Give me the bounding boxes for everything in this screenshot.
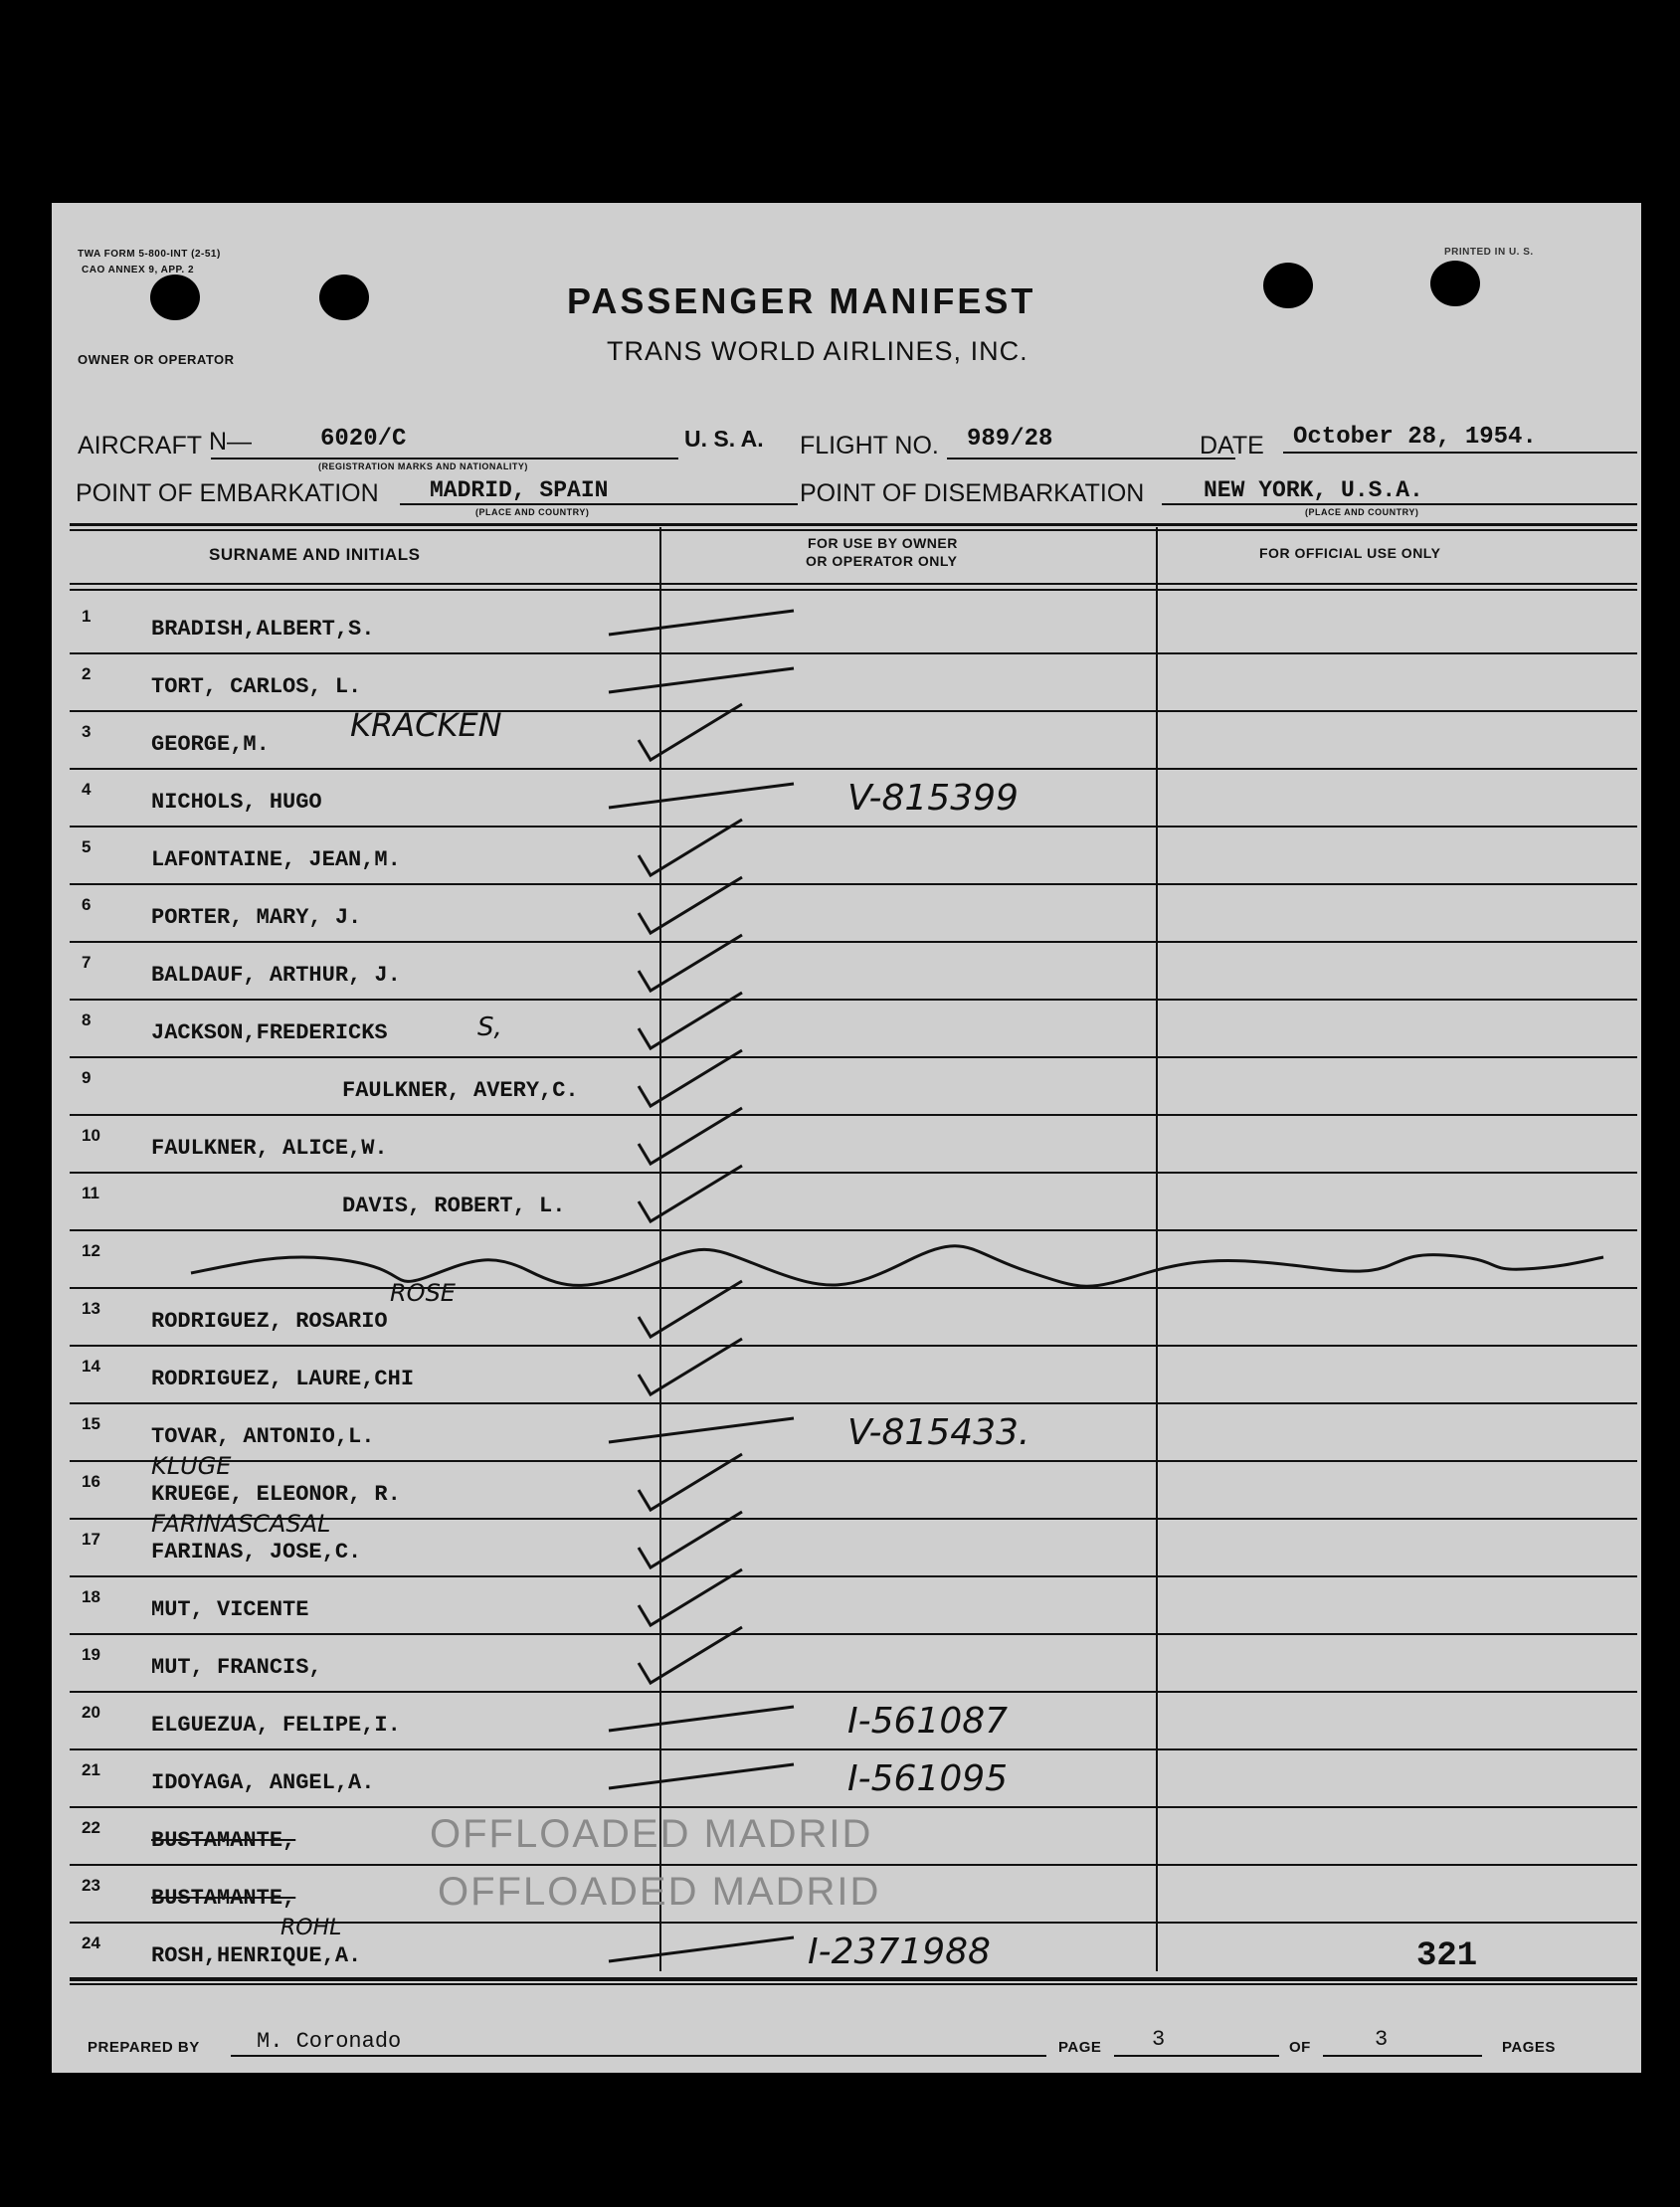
printed-note: PRINTED IN U. S.	[1444, 247, 1534, 258]
row-number: 20	[82, 1703, 100, 1722]
header-rule	[70, 583, 1637, 585]
disembark-note: (PLACE AND COUNTRY)	[1305, 507, 1419, 517]
offloaded-stamp: OFFLOADED MADRID	[438, 1870, 881, 1914]
passport-number: I-2371988	[808, 1931, 991, 1972]
page-label: PAGE	[1058, 2039, 1102, 2056]
row-rule	[70, 1460, 1637, 1462]
passenger-name: BRADISH,ALBERT,S.	[151, 617, 375, 642]
handwritten-initial: S,	[477, 1012, 502, 1042]
passenger-name: JACKSON,FREDERICKS	[151, 1020, 388, 1045]
flight-underline	[947, 458, 1235, 460]
row-number: 21	[82, 1760, 100, 1779]
row-number: 9	[82, 1068, 92, 1087]
row-number: 4	[82, 780, 92, 799]
row-number: 19	[82, 1645, 100, 1664]
row-rule	[70, 941, 1637, 943]
dash-mark	[605, 662, 804, 702]
prepared-value: M. Coronado	[257, 2029, 402, 2054]
passenger-name: BUSTAMANTE,	[151, 1828, 296, 1853]
passenger-name: IDOYAGA, ANGEL,A.	[151, 1770, 375, 1795]
dash-mark	[605, 778, 804, 818]
dash-mark	[605, 605, 804, 644]
passenger-name: BALDAUF, ARTHUR, J.	[151, 963, 401, 988]
checkmark-icon	[633, 1162, 752, 1231]
passport-number: I-561087	[847, 1701, 1009, 1742]
passport-number: V-815399	[847, 778, 1019, 819]
row-rule	[70, 1172, 1637, 1174]
punch-hole	[319, 275, 369, 320]
row-rule	[70, 1979, 1637, 1981]
disembark-label: POINT OF DISEMBARKATION	[800, 479, 1145, 507]
of-value: 3	[1375, 2027, 1389, 2052]
checkmark-icon	[633, 1623, 752, 1693]
airline-name: TRANS WORLD AIRLINES, INC.	[607, 336, 1028, 366]
punch-hole	[1263, 263, 1313, 308]
punch-hole	[150, 275, 200, 320]
row-number: 15	[82, 1414, 100, 1433]
row-number: 17	[82, 1530, 100, 1549]
dash-mark	[605, 1412, 804, 1452]
owner-label: OWNER OR OPERATOR	[78, 352, 235, 367]
passenger-name: PORTER, MARY, J.	[151, 905, 362, 930]
form-annex: CAO ANNEX 9, APP. 2	[82, 265, 195, 276]
flight-label: FLIGHT NO.	[800, 432, 939, 460]
page-underline	[1114, 2055, 1279, 2057]
embark-label: POINT OF EMBARKATION	[76, 479, 379, 507]
date-label: DATE	[1200, 432, 1264, 460]
row-number: 22	[82, 1818, 100, 1837]
row-rule	[70, 768, 1637, 770]
passenger-name: RODRIGUEZ, ROSARIO	[151, 1309, 388, 1334]
of-underline	[1323, 2055, 1482, 2057]
row-number: 23	[82, 1876, 100, 1895]
passenger-name: KRUEGE, ELEONOR, R.	[151, 1482, 401, 1507]
row-rule	[70, 1633, 1637, 1635]
manifest-title: PASSENGER MANIFEST	[567, 280, 1036, 321]
passenger-name: FAULKNER, ALICE,W.	[151, 1136, 388, 1161]
passenger-name: ELGUEZUA, FELIPE,I.	[151, 1713, 401, 1738]
prepared-label: PREPARED BY	[88, 2039, 200, 2056]
row-number: 7	[82, 953, 92, 972]
row-number: 8	[82, 1011, 92, 1029]
passenger-name: ROSH,HENRIQUE,A.	[151, 1943, 362, 1968]
passport-number: I-561095	[847, 1758, 1009, 1799]
header-rule-2	[70, 589, 1637, 591]
row-number: 1	[82, 607, 92, 626]
passenger-name: MUT, VICENTE	[151, 1597, 309, 1622]
row-rule	[70, 999, 1637, 1001]
handwritten-correction: FARINASCASAL	[151, 1510, 331, 1538]
col-owner-1: FOR USE BY OWNER	[808, 535, 958, 551]
row-number: 18	[82, 1587, 100, 1606]
row-rule	[70, 1345, 1637, 1347]
row-number: 14	[82, 1357, 100, 1376]
handwritten-correction: KRACKEN	[350, 706, 502, 744]
of-label: OF	[1289, 2039, 1311, 2056]
date-underline	[1283, 452, 1637, 454]
handwritten-correction: KLUGE	[151, 1452, 232, 1480]
row-rule	[70, 1691, 1637, 1693]
embark-value: MADRID, SPAIN	[430, 477, 609, 503]
row-rule	[70, 1114, 1637, 1116]
offloaded-stamp: OFFLOADED MADRID	[430, 1812, 873, 1856]
aircraft-underline	[211, 458, 678, 460]
disembark-value: NEW YORK, U.S.A.	[1204, 477, 1423, 503]
aircraft-value: 6020/C	[320, 426, 407, 453]
passenger-name: DAVIS, ROBERT, L.	[342, 1194, 566, 1218]
passport-number: V-815433.	[847, 1412, 1030, 1453]
row-number: 2	[82, 664, 92, 683]
passenger-name: FARINAS, JOSE,C.	[151, 1540, 362, 1564]
table-top-rule	[70, 523, 1637, 526]
dash-mark	[605, 1758, 804, 1798]
row-rule	[70, 1806, 1637, 1808]
passenger-name: GEORGE,M.	[151, 732, 270, 757]
registration-note: (REGISTRATION MARKS AND NATIONALITY)	[318, 461, 528, 471]
passenger-name: TORT, CARLOS, L.	[151, 674, 362, 699]
col-owner-2: OR OPERATOR ONLY	[806, 553, 958, 569]
row-12-strike-line	[52, 1231, 1641, 1311]
date-value: October 28, 1954.	[1293, 424, 1537, 451]
passenger-name: RODRIGUEZ, LAURE,CHI	[151, 1367, 415, 1391]
passenger-name: MUT, FRANCIS,	[151, 1655, 322, 1680]
flight-value: 989/28	[967, 426, 1053, 453]
row-number: 24	[82, 1933, 100, 1952]
row-number: 10	[82, 1126, 100, 1145]
row-number: 5	[82, 837, 92, 856]
table-bottom-rule	[70, 1977, 1637, 1979]
punch-hole	[1430, 261, 1480, 306]
checkmark-icon	[633, 700, 752, 770]
dash-mark	[605, 1701, 804, 1741]
row-rule	[70, 883, 1637, 885]
passenger-name: NICHOLS, HUGO	[151, 790, 322, 815]
pages-label: PAGES	[1502, 2039, 1556, 2056]
handwritten-correction: ROSE	[390, 1279, 456, 1307]
row-rule	[70, 1575, 1637, 1577]
row-rule	[70, 826, 1637, 828]
passenger-name: BUSTAMANTE,	[151, 1886, 296, 1911]
col-surname: SURNAME AND INITIALS	[209, 545, 421, 564]
row-number: 3	[82, 722, 92, 741]
row-rule	[70, 1056, 1637, 1058]
usa-label: U. S. A.	[684, 426, 764, 452]
row-number: 6	[82, 895, 92, 914]
row-rule	[70, 1748, 1637, 1750]
col-official: FOR OFFICIAL USE ONLY	[1259, 545, 1441, 561]
manifest-paper	[52, 203, 1641, 2073]
row-number: 13	[82, 1299, 100, 1318]
row-rule	[70, 710, 1637, 712]
row-number: 11	[82, 1184, 99, 1202]
table-top-rule-2	[70, 529, 1637, 531]
aircraft-label: AIRCRAFT	[78, 432, 202, 460]
row-number: 12	[82, 1241, 100, 1260]
passenger-name: LAFONTAINE, JEAN,M.	[151, 847, 401, 872]
page-total: 321	[1416, 1937, 1478, 1975]
row-number: 16	[82, 1472, 100, 1491]
checkmark-icon	[633, 1335, 752, 1404]
disembark-underline	[1162, 503, 1637, 505]
handwritten-correction: ROHL	[280, 1916, 342, 1940]
dash-mark	[605, 1931, 804, 1971]
table-bottom-rule-2	[70, 1983, 1637, 1985]
form-code: TWA FORM 5-800-INT (2-51)	[78, 249, 221, 260]
row-rule	[70, 652, 1637, 654]
page-value: 3	[1152, 2027, 1166, 2052]
prepared-underline	[231, 2055, 1046, 2057]
embark-underline	[400, 503, 798, 505]
row-rule	[70, 1864, 1637, 1866]
embark-note: (PLACE AND COUNTRY)	[475, 507, 590, 517]
row-rule	[70, 1402, 1637, 1404]
aircraft-prefix: N—	[209, 428, 253, 456]
passenger-name: FAULKNER, AVERY,C.	[342, 1078, 579, 1103]
passenger-name: TOVAR, ANTONIO,L.	[151, 1424, 375, 1449]
